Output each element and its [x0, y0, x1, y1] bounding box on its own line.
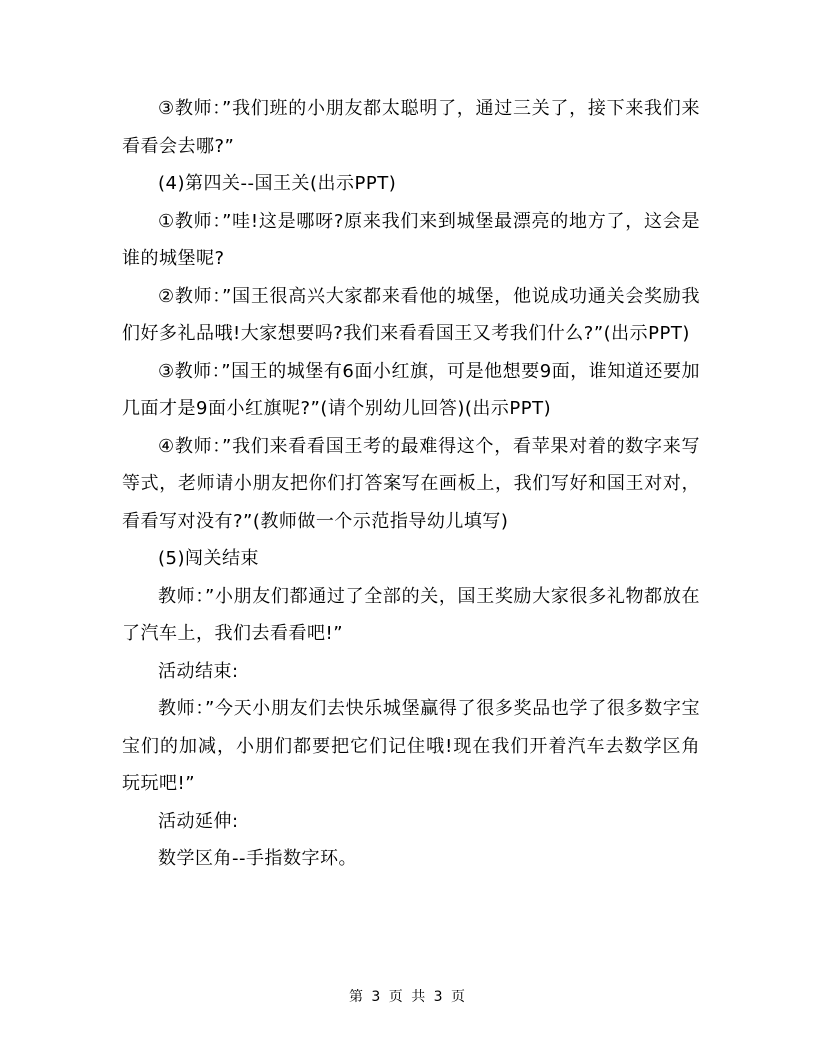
document-body [122, 90, 700, 878]
paragraph-level-end-heading: (5)闯关结束 [158, 548, 259, 569]
paragraph-level-four-heading: (4)第四关--国王关(出示PPT) [158, 173, 397, 194]
paragraph-teacher-king-prizes: ②教师：”国王很高兴大家都来看他的城堡，他说成功通关会奖励我们好多礼品哦!大家想要吗?我们来看看国王又考我们什么?”(出示PPT) [122, 285, 700, 344]
paragraph-math-corner: 数学区角--手指数字环。 [158, 848, 357, 869]
page-number-footer: 第 3 页 共 3 页 [348, 989, 468, 1005]
section-heading-activity-end: 活动结束: [158, 660, 239, 682]
paragraph-teacher-closing: 教师：”今天小朋友们去快乐城堡赢得了很多奖品也学了很多数字宝宝们的加减，小朋们都要把它们记住哦!现在我们开着汽车去数学区角玩玩吧!” [122, 698, 700, 794]
paragraph-teacher-red-flags: ③教师：”国王的城堡有6面小红旗，可是他想要9面，谁知道还要加几面才是9面小红旗呢?”(请个别幼儿回答)(出示PPT) [122, 360, 700, 419]
paragraph-teacher-castle-arrival: ①教师：”哇!这是哪呀?原来我们来到城堡最漂亮的地方了，这会是谁的城堡呢? [122, 210, 700, 269]
section-heading-activity-extension: 活动延伸: [158, 810, 239, 832]
paragraph-teacher-three-passed: ③教师：”我们班的小朋友都太聪明了，通过三关了，接下来我们来看看会去哪?” [122, 98, 700, 157]
paragraph-teacher-gifts: 教师：”小朋友们都通过了全部的关，国王奖励大家很多礼物都放在了汽车上，我们去看看吧!” [122, 585, 700, 644]
paragraph-teacher-write-equation: ④教师：”我们来看看国王考的最难得这个，看苹果对着的数字来写等式，老师请小朋友把你们打答案写在画板上，我们写好和国王对对，看看写对没有?”(教师做一个示范指导幼儿填写) [122, 435, 700, 532]
